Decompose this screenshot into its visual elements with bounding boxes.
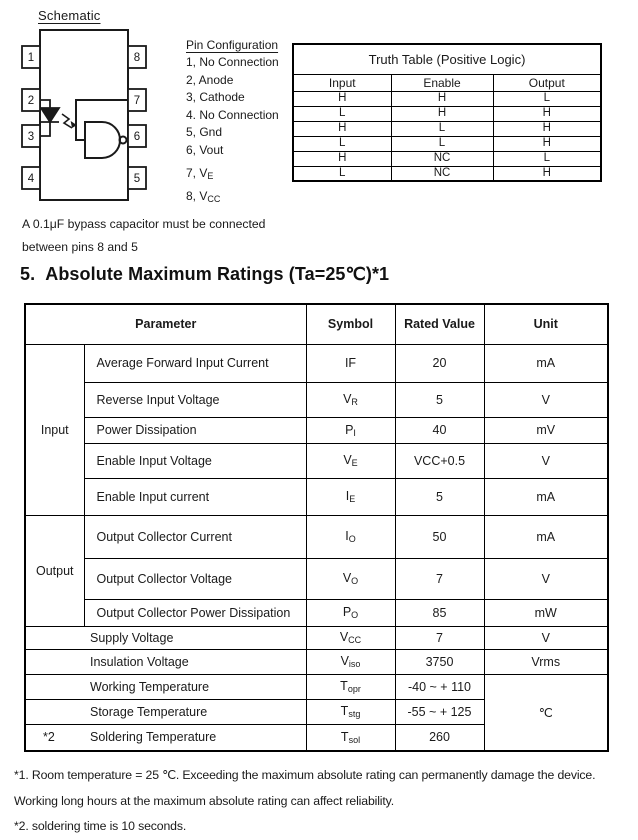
pin-config-title: Pin Configuration xyxy=(186,38,279,52)
table-row: *2 Soldering Temperature $T_{sol}$ 260 xyxy=(25,724,608,751)
section-number: 5. xyxy=(20,264,36,284)
pin-config-item-1: 1, No Connection xyxy=(186,55,279,69)
pin-number-4: 4 xyxy=(27,173,35,185)
truth-table-title: Truth Table (Positive Logic) xyxy=(293,44,601,74)
absolute-maximum-ratings-table xyxy=(24,303,609,752)
table-row: H H L xyxy=(293,91,601,106)
table-row: Reverse Input Voltage $V_R$ 5 V xyxy=(25,382,608,417)
pin-number-1: 1 xyxy=(27,52,35,64)
col-rated-value: Rated Value xyxy=(395,304,484,344)
table-row: Input Average Forward Input Current IF 20 mA xyxy=(25,344,608,382)
pin-config-item-4: 4. No Connection xyxy=(186,107,279,122)
truth-col-enable: Enable xyxy=(391,74,493,91)
pin-config-item-5: 5, Gnd xyxy=(186,125,223,140)
truth-col-output: Output xyxy=(493,74,601,91)
table-row: Power Dissipation $P_I$ 40 mV xyxy=(25,417,608,443)
table-row: H NC L xyxy=(293,151,601,166)
footnote-marker: *2 xyxy=(43,730,55,745)
footnotes xyxy=(14,763,595,840)
table-row: L H H xyxy=(293,106,601,121)
section-heading xyxy=(20,264,389,285)
table-row: L L H xyxy=(293,136,601,151)
bypass-capacitor-note xyxy=(22,213,265,258)
footnote-1: *1. Room temperature = 25 ℃. Exceeding the maximum absolute rating can permanently damage the device. xyxy=(14,768,596,782)
pin-number-7: 7 xyxy=(133,95,141,107)
col-parameter: Parameter xyxy=(25,304,306,344)
col-symbol: Symbol xyxy=(306,304,395,344)
celsius-unit-cell: ℃ xyxy=(484,674,608,751)
pin-config-item-3: 3, Cathode xyxy=(186,90,245,105)
table-row: Output Collector Power Dissipation $P_O$ 85 mW xyxy=(25,599,608,626)
right-pins xyxy=(128,46,146,189)
table-row: Enable Input Voltage $V_E$ VCC+0.5 V xyxy=(25,443,608,478)
table-row: Supply Voltage $V_{CC}$ 7 V xyxy=(25,626,608,649)
schematic-diagram xyxy=(12,26,162,208)
table-row: Working Temperature $T_{opr}$ -40 ~ + 110 ℃ xyxy=(25,674,608,699)
pin-config-item-8: 8, $V_{CC}$ xyxy=(186,189,221,205)
group-input: Input xyxy=(25,344,84,515)
section-title: Absolute Maximum Ratings (Ta=25℃)*1 xyxy=(45,264,390,284)
pin-number-8: 8 xyxy=(133,52,141,64)
footnote-1-cont: Working long hours at the maximum absolute rating can affect reliability. xyxy=(14,793,395,808)
pin-number-5: 5 xyxy=(133,173,141,185)
table-row: Insulation Voltage $V_{iso}$ 3750 Vrms xyxy=(25,649,608,674)
pin-config-item-2: 2, Anode xyxy=(186,72,234,87)
pin-number-3: 3 xyxy=(27,131,35,143)
pin-config-item-6: 6, Vout xyxy=(186,142,224,157)
group-output: Output xyxy=(25,515,84,626)
amr-header-row xyxy=(25,304,608,344)
truth-table-title-row xyxy=(293,44,601,74)
schematic-title: Schematic xyxy=(38,8,101,23)
bypass-note-line2: between pins 8 and 5 xyxy=(22,239,138,254)
table-row: L NC H xyxy=(293,166,601,181)
pin-number-2: 2 xyxy=(27,95,35,107)
pin-config-item-7: 7, $V_E$ xyxy=(186,165,214,181)
bypass-note-line1: A 0.1μF bypass capacitor must be connected xyxy=(22,217,266,231)
footnote-2: *2. soldering time is 10 seconds. xyxy=(14,819,187,833)
col-unit: Unit xyxy=(484,304,608,344)
pin-number-6: 6 xyxy=(133,131,141,143)
truth-table-header-row xyxy=(293,74,601,91)
table-row: Output Output Collector Current $I_O$ 50 mA xyxy=(25,515,608,558)
truth-table xyxy=(292,43,602,182)
left-pins xyxy=(22,46,40,189)
table-row: Enable Input current $I_E$ 5 mA xyxy=(25,478,608,515)
table-row: H L H xyxy=(293,121,601,136)
table-row: Storage Temperature $T_{stg}$ -55 ~ + 125 xyxy=(25,699,608,724)
truth-col-input: Input xyxy=(293,74,391,91)
table-row: Output Collector Voltage $V_O$ 7 V xyxy=(25,558,608,599)
pin-configuration xyxy=(186,38,279,207)
